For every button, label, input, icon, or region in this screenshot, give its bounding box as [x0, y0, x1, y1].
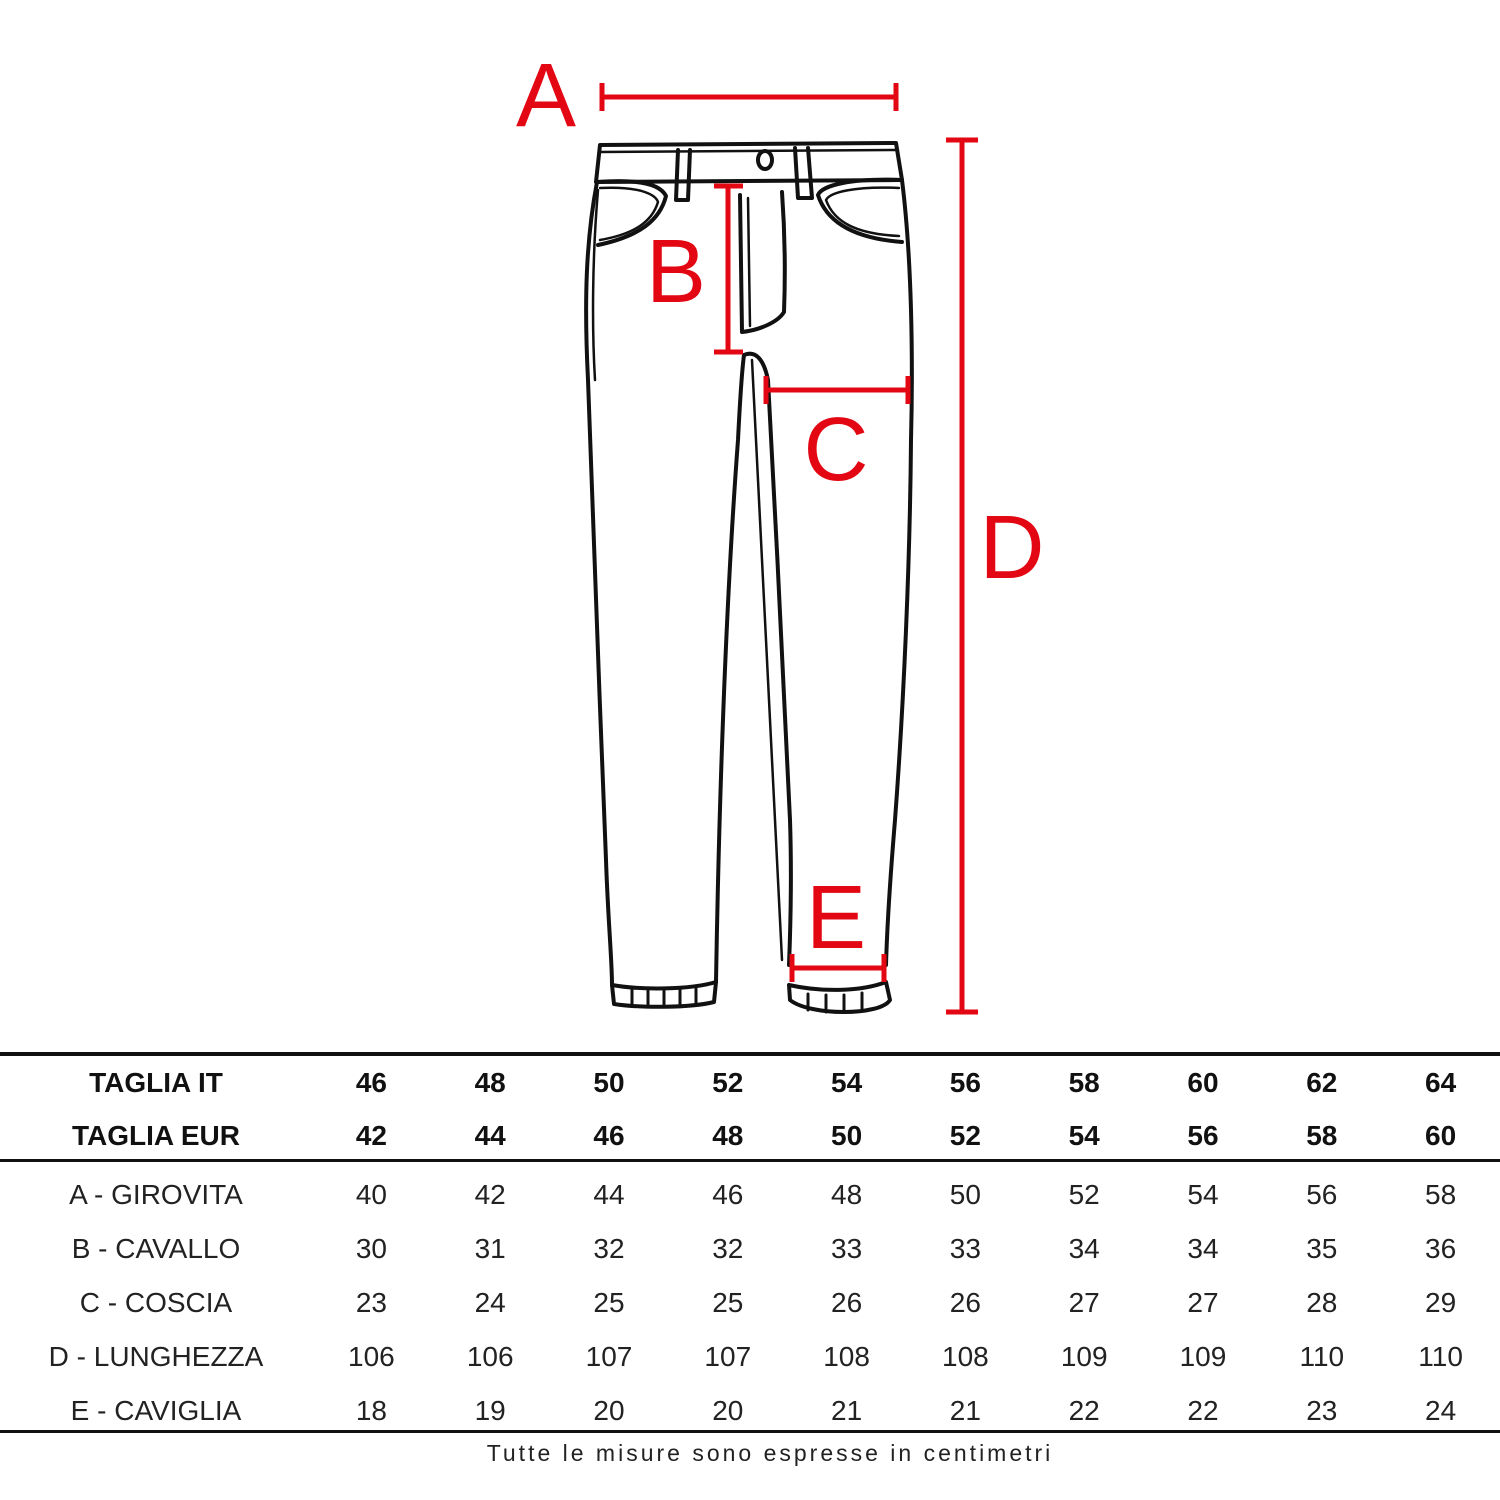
cell: 46 [355, 1067, 387, 1098]
cell: 28 [1306, 1287, 1338, 1318]
cell: 23 [1306, 1395, 1338, 1426]
cell: 46 [593, 1119, 625, 1151]
cell: 58 [1068, 1067, 1100, 1098]
cell: 20 [593, 1395, 625, 1426]
cell: 31 [474, 1233, 506, 1264]
cell: 64 [1425, 1067, 1457, 1098]
header-row-it [0, 1057, 1500, 1109]
header-row-eur [0, 1109, 1500, 1162]
cell: 58 [1306, 1119, 1338, 1151]
cell: 21 [831, 1395, 863, 1426]
cell: 34 [1187, 1233, 1219, 1264]
label-a: A [515, 46, 577, 146]
label-e: E [805, 868, 867, 968]
cell: 108 [823, 1341, 870, 1372]
cell: 20 [712, 1395, 744, 1426]
row-label: C - COSCIA [79, 1287, 233, 1318]
cell: 33 [949, 1233, 981, 1264]
cell: 22 [1187, 1395, 1219, 1426]
cell: 27 [1187, 1287, 1219, 1318]
cell: 56 [1306, 1179, 1338, 1210]
cell: 52 [949, 1119, 981, 1151]
cell: 106 [348, 1341, 395, 1372]
cell: 46 [712, 1179, 744, 1210]
cell: 106 [466, 1341, 514, 1372]
cell: 25 [712, 1287, 744, 1318]
cell: 27 [1068, 1287, 1100, 1318]
row-label: D - LUNGHEZZA [48, 1341, 264, 1372]
cell: 54 [1187, 1179, 1219, 1210]
cell: 21 [949, 1395, 981, 1426]
cell: 110 [1418, 1341, 1463, 1372]
cell: 32 [712, 1233, 744, 1264]
row-label: B - CAVALLO [71, 1233, 241, 1264]
cell: 29 [1425, 1287, 1457, 1318]
cell: 54 [1068, 1119, 1100, 1151]
cell: 108 [942, 1341, 989, 1372]
cell: 26 [949, 1287, 981, 1318]
table-row [0, 1384, 1500, 1438]
cell: 54 [831, 1067, 863, 1098]
cell: 36 [1425, 1233, 1457, 1264]
cell: 18 [355, 1395, 387, 1426]
cell: 24 [474, 1287, 506, 1318]
cell: 110 [1299, 1341, 1345, 1372]
cell: 44 [593, 1179, 625, 1210]
table-row [0, 1222, 1500, 1276]
label-c: C [803, 400, 869, 500]
table-row [0, 1330, 1500, 1384]
cell: 19 [474, 1395, 506, 1426]
cell: 48 [712, 1119, 744, 1151]
row-label: A - GIROVITA [69, 1179, 243, 1210]
cell: 56 [949, 1067, 981, 1098]
cell: 60 [1425, 1119, 1457, 1151]
cell: 25 [593, 1287, 625, 1318]
cell: 62 [1306, 1067, 1338, 1098]
cell: 40 [355, 1179, 387, 1210]
cell: 34 [1068, 1233, 1100, 1264]
footnote: Tutte le misure sono espresse in centimetri [486, 1440, 1054, 1466]
cell: 35 [1306, 1233, 1338, 1264]
row-label: TAGLIA EUR [72, 1119, 240, 1151]
label-d: D [979, 498, 1045, 598]
cell: 52 [712, 1067, 744, 1098]
cell: 42 [474, 1179, 506, 1210]
cell: 60 [1187, 1067, 1219, 1098]
cell: 52 [1068, 1179, 1100, 1210]
cell: 109 [1060, 1341, 1108, 1372]
cell: 22 [1068, 1395, 1100, 1426]
cell: 32 [593, 1233, 625, 1264]
cell: 107 [585, 1341, 633, 1372]
cell: 58 [1425, 1179, 1457, 1210]
row-label: TAGLIA IT [89, 1067, 223, 1098]
table-row [0, 1168, 1500, 1222]
cell: 107 [704, 1341, 752, 1372]
cell: 30 [355, 1233, 387, 1264]
cell: 24 [1425, 1395, 1457, 1426]
cell: 50 [831, 1119, 863, 1151]
row-label: E - CAVIGLIA [70, 1395, 242, 1426]
cell: 48 [474, 1067, 506, 1098]
size-table [0, 1057, 1500, 1438]
table-top-rule [0, 1052, 1500, 1056]
cell: 50 [593, 1067, 625, 1098]
cell: 50 [949, 1179, 981, 1210]
cell: 26 [831, 1287, 863, 1318]
cell: 44 [474, 1119, 506, 1151]
cell: 23 [355, 1287, 387, 1318]
cell: 56 [1187, 1119, 1219, 1151]
table-row [0, 1276, 1500, 1330]
cell: 42 [355, 1119, 387, 1151]
cell: 33 [831, 1233, 863, 1264]
cell: 109 [1179, 1341, 1227, 1372]
label-b: B [645, 222, 707, 322]
cell: 48 [831, 1179, 863, 1210]
